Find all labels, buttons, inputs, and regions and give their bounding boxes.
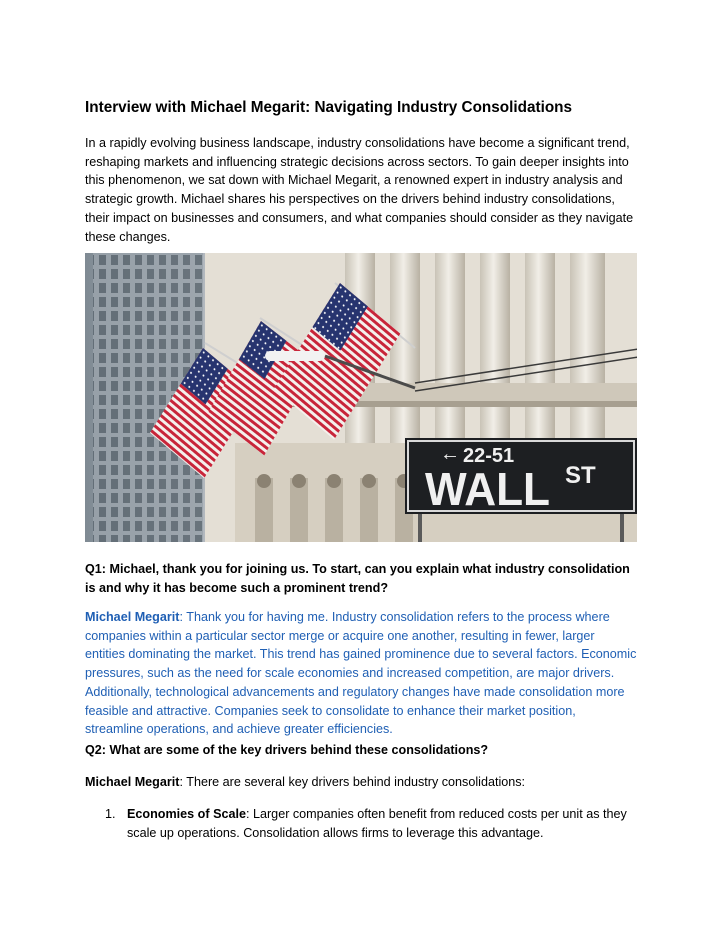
- wall-street-sign: [405, 438, 637, 515]
- wall-street-photo: [85, 253, 637, 542]
- drivers-list: [105, 805, 637, 842]
- answer-1-text: : Thank you for having me. Industry consolidation refers to the process where companies within a particular sector merge or acquire one another, resulting in fewer, larger entities dominating the market. This trend has gained prominence due to several factors. Economic pressures, such as the need for scale economies and increased competition, are major drivers. Additionally, technological advancements and regulatory changes have made consolidation more feasible and attractive. Companies seek to consolidate to enhance their market position, streamline operations, and achieve greater efficiencies.: [85, 610, 637, 737]
- list-item-term: Economies of Scale: [127, 807, 246, 821]
- answer-1: [85, 608, 637, 739]
- intro-paragraph: In a rapidly evolving business landscape, industry consolidations have become a significant trend, reshaping markets and influencing strategic decisions across sectors. To gain deeper insights into this phenomenon, we sat down with Michael Megarit, a renowned expert in industry analysis and strategic growth. Michael shares his perspectives on the drivers behind industry consolidations, their impact on businesses and consumers, and what companies should consider as they navigate these changes.: [85, 136, 634, 244]
- page-title: Interview with Michael Megarit: Navigating Industry Consolidations: [85, 99, 573, 116]
- answer-2-speaker: Michael Megarit: [85, 775, 180, 789]
- question-1: Q1: Michael, thank you for joining us. To start, can you explain what industry consolidation is and why it has become such a prominent trend?: [85, 562, 630, 595]
- list-item-number: 1.: [105, 807, 116, 821]
- answer-2: [85, 773, 637, 792]
- sign-numbers: 22-51: [463, 445, 515, 467]
- question-2: Q2: What are some of the key drivers behind these consolidations?: [85, 743, 489, 757]
- list-item-text: : Larger companies often benefit from reduced costs per unit as they scale up operations. Consolidation allows firms to leverage this advantage.: [127, 807, 627, 840]
- answer-1-speaker: Michael Megarit: [85, 610, 180, 624]
- list-item: [105, 805, 637, 842]
- answer-2-text: : There are several key drivers behind industry consolidations:: [179, 775, 526, 789]
- sign-arrow: ←: [440, 443, 460, 465]
- sign-suffix: ST: [565, 462, 596, 489]
- sign-main-text: WALL: [425, 463, 550, 515]
